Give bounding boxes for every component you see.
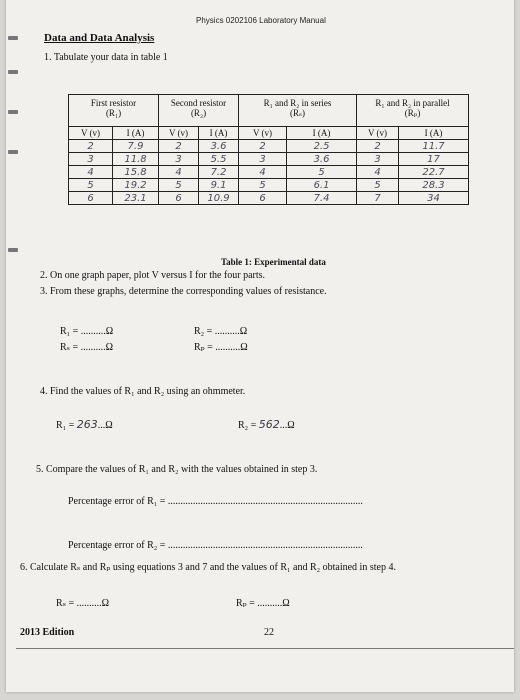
column-header: V (v) <box>357 127 399 140</box>
column-header: V (v) <box>69 127 113 140</box>
r1-ohmmeter: R₁ = 263...Ω <box>56 418 113 431</box>
step-6: 6. Calculate Rₛ and Rₚ using equations 3 and 7 and the values of R₁ and R₂ obtained in step 4. <box>20 562 396 573</box>
rp-blank: Rₚ = ..........Ω <box>194 342 248 353</box>
table-cell: 5 <box>69 179 113 192</box>
step-1: 1. Tabulate your data in table 1 <box>44 52 168 63</box>
column-header: I (A) <box>399 127 469 140</box>
table-cell: 10.9 <box>199 192 239 205</box>
group-header-second-resistor: Second resistor (R₂) <box>159 95 239 127</box>
step-2: 2. On one graph paper, plot V versus I for the four parts. <box>40 270 266 281</box>
table-cell: 7.9 <box>113 140 159 153</box>
table-cell: 4 <box>69 166 113 179</box>
table-row <box>69 140 469 153</box>
table-row <box>69 153 469 166</box>
table-cell: 5 <box>287 166 357 179</box>
percentage-error-r1: Percentage error of R₁ = .............................................................................. <box>68 496 363 507</box>
rs-calculated: Rₛ = ..........Ω <box>56 598 110 609</box>
column-header: V (v) <box>159 127 199 140</box>
group-header-parallel: R₁ and R₂ in parallel (Rₚ) <box>357 95 469 127</box>
r2-blank: R₂ = ..........Ω <box>194 326 248 337</box>
table-cell: 5 <box>239 179 287 192</box>
step-3: 3. From these graphs, determine the corresponding values of resistance. <box>40 286 327 297</box>
page-header: Physics 0202106 Laboratory Manual <box>196 16 326 25</box>
binder-hole <box>8 248 18 252</box>
table-cell: 2 <box>239 140 287 153</box>
table-cell: 11.7 <box>399 140 469 153</box>
binder-hole <box>8 70 18 74</box>
table-cell: 2.5 <box>287 140 357 153</box>
step-5: 5. Compare the values of R₁ and R₂ with the values obtained in step 3. <box>36 464 318 475</box>
manual-page <box>6 0 514 692</box>
table-cell: 6 <box>159 192 199 205</box>
table-cell: 7 <box>357 192 399 205</box>
experimental-data-table <box>68 94 469 205</box>
table-cell: 2 <box>159 140 199 153</box>
table-row <box>69 192 469 205</box>
table-caption: Table 1: Experimental data <box>221 257 326 267</box>
table-cell: 3.6 <box>199 140 239 153</box>
table-cell: 4 <box>239 166 287 179</box>
binder-hole <box>8 150 18 154</box>
rp-calculated: Rₚ = ..........Ω <box>236 598 290 609</box>
column-header: V (v) <box>239 127 287 140</box>
table-cell: 15.8 <box>113 166 159 179</box>
table-cell: 11.8 <box>113 153 159 166</box>
page-number: 22 <box>264 627 274 638</box>
group-header-first-resistor: First resistor (R₁) <box>69 95 159 127</box>
r1-blank: R₁ = ..........Ω <box>60 326 114 337</box>
binder-hole <box>8 110 18 114</box>
r1-ohmmeter-value: 263 <box>76 418 98 431</box>
table-cell: 3 <box>159 153 199 166</box>
column-header: I (A) <box>287 127 357 140</box>
table-cell: 2 <box>69 140 113 153</box>
table-cell: 6 <box>239 192 287 205</box>
footer-rule <box>16 648 514 649</box>
table-cell: 4 <box>357 166 399 179</box>
table-cell: 5 <box>357 179 399 192</box>
table-row <box>69 179 469 192</box>
table-cell: 3 <box>69 153 113 166</box>
table-cell: 4 <box>159 166 199 179</box>
table-cell: 3.6 <box>287 153 357 166</box>
step-4: 4. Find the values of R₁ and R₂ using an ohmmeter. <box>40 386 246 397</box>
r2-ohmmeter-value: 562 <box>258 418 280 431</box>
table-cell: 5 <box>159 179 199 192</box>
table-cell: 3 <box>357 153 399 166</box>
table-cell: 17 <box>399 153 469 166</box>
table-cell: 19.2 <box>113 179 159 192</box>
table-cell: 34 <box>399 192 469 205</box>
table-cell: 3 <box>239 153 287 166</box>
section-title: Data and Data Analysis <box>44 32 155 44</box>
table-cell: 23.1 <box>113 192 159 205</box>
table-cell: 7.2 <box>199 166 239 179</box>
binder-hole <box>8 36 18 40</box>
edition-label: 2013 Edition <box>20 627 75 638</box>
table-cell: 7.4 <box>287 192 357 205</box>
table-cell: 2 <box>357 140 399 153</box>
table-cell: 6 <box>69 192 113 205</box>
table-cell: 22.7 <box>399 166 469 179</box>
column-header: I (A) <box>113 127 159 140</box>
rs-blank: Rₛ = ..........Ω <box>60 342 114 353</box>
table-cell: 28.3 <box>399 179 469 192</box>
r2-ohmmeter: R₂ = 562...Ω <box>238 418 295 431</box>
column-header: I (A) <box>199 127 239 140</box>
table-cell: 5.5 <box>199 153 239 166</box>
group-header-series: R₁ and R₂ in series (Rₛ) <box>239 95 357 127</box>
table-cell: 9.1 <box>199 179 239 192</box>
table-row <box>69 166 469 179</box>
table-cell: 6.1 <box>287 179 357 192</box>
percentage-error-r2: Percentage error of R₂ = .............................................................................. <box>68 540 363 551</box>
